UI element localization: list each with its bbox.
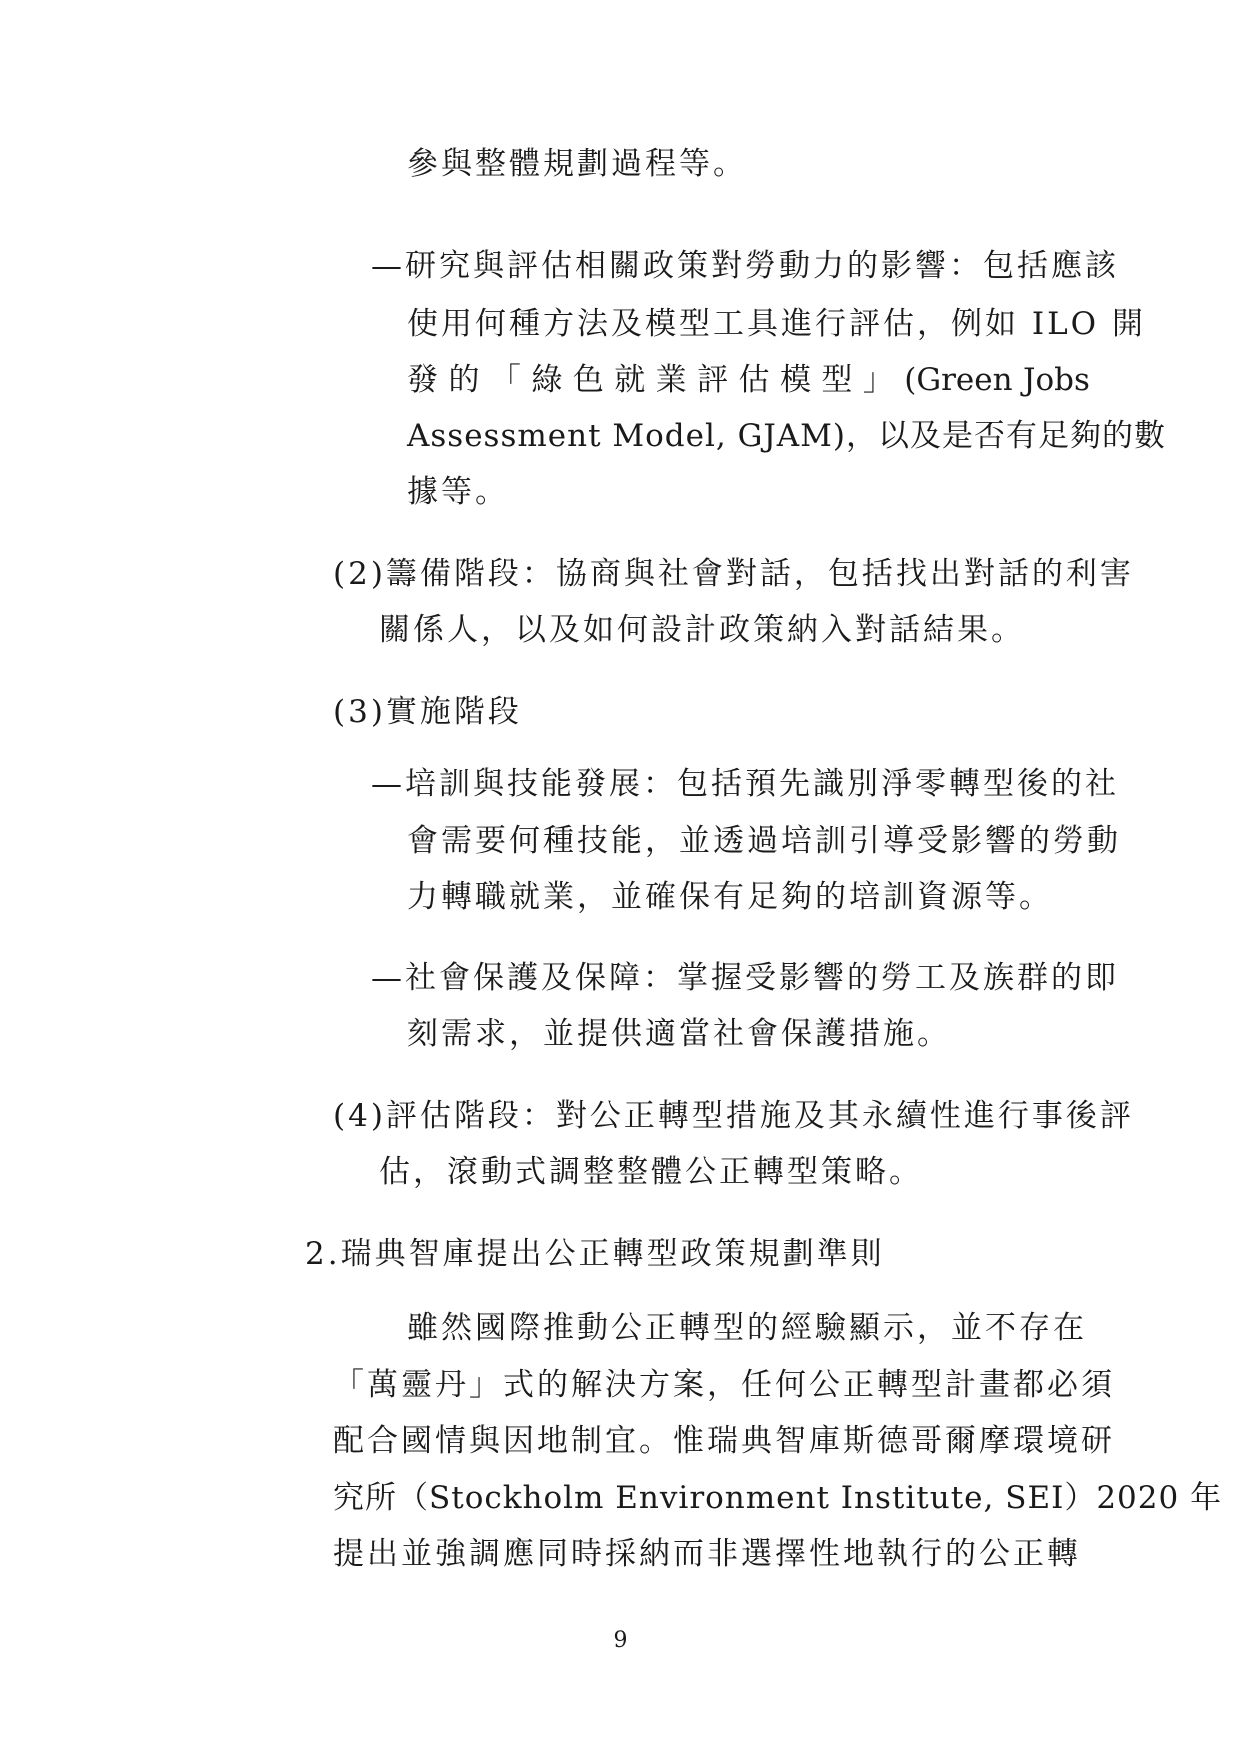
text-line-1: 參與整體規劃過程等。 xyxy=(407,146,747,182)
text-line-13: —社會保護及保障：掌握受影響的勞工及族群的即 xyxy=(371,960,1119,996)
text-line-3: 使用何種方法及模型工具進行評估，例如 ILO 開 xyxy=(407,306,1146,342)
text-line-16: 估，滾動式調整整體公正轉型策略。 xyxy=(379,1154,923,1190)
text-line-4: 發 的 「 綠 色 就 業 評 估 模 型 」 (Green Jobs xyxy=(407,362,1090,398)
text-line-20: 配合國情與因地制宜。惟瑞典智庫斯德哥爾摩環境研 xyxy=(333,1423,1115,1459)
text-line-19: 「萬靈丹」式的解決方案，任何公正轉型計畫都必須 xyxy=(333,1367,1115,1403)
text-line-15: (4)評估階段：對公正轉型措施及其永續性進行事後評 xyxy=(333,1098,1134,1134)
text-line-2: —研究與評估相關政策對勞動力的影響：包括應該 xyxy=(371,248,1119,284)
section-heading: 2.瑞典智庫提出公正轉型政策規劃準則 xyxy=(305,1236,885,1272)
text-line-14: 刻需求，並提供適當社會保護措施。 xyxy=(407,1016,951,1052)
text-line-21: 究所（Stockholm Environment Institute, SEI）2020 年 xyxy=(333,1480,1223,1516)
text-line-12: 力轉職就業，並確保有足夠的培訓資源等。 xyxy=(407,879,1053,915)
text-line-11: 會需要何種技能，並透過培訓引導受影響的勞動 xyxy=(407,823,1121,859)
text-line-22: 提出並強調應同時採納而非選擇性地執行的公正轉 xyxy=(333,1536,1081,1572)
text-line-18: 雖然國際推動公正轉型的經驗顯示，並不存在 xyxy=(407,1310,1087,1346)
text-line-5: Assessment Model, GJAM)，以及是否有足夠的數 xyxy=(407,418,1167,454)
text-line-8: 關係人，以及如何設計政策納入對話結果。 xyxy=(379,612,1025,648)
page-number: 9 xyxy=(613,1628,628,1653)
text-line-7: (2)籌備階段：協商與社會對話，包括找出對話的利害 xyxy=(333,556,1134,592)
text-line-9: (3)實施階段 xyxy=(333,694,522,730)
text-line-6: 據等。 xyxy=(407,474,509,510)
text-line-10: —培訓與技能發展：包括預先識別淨零轉型後的社 xyxy=(371,766,1119,802)
